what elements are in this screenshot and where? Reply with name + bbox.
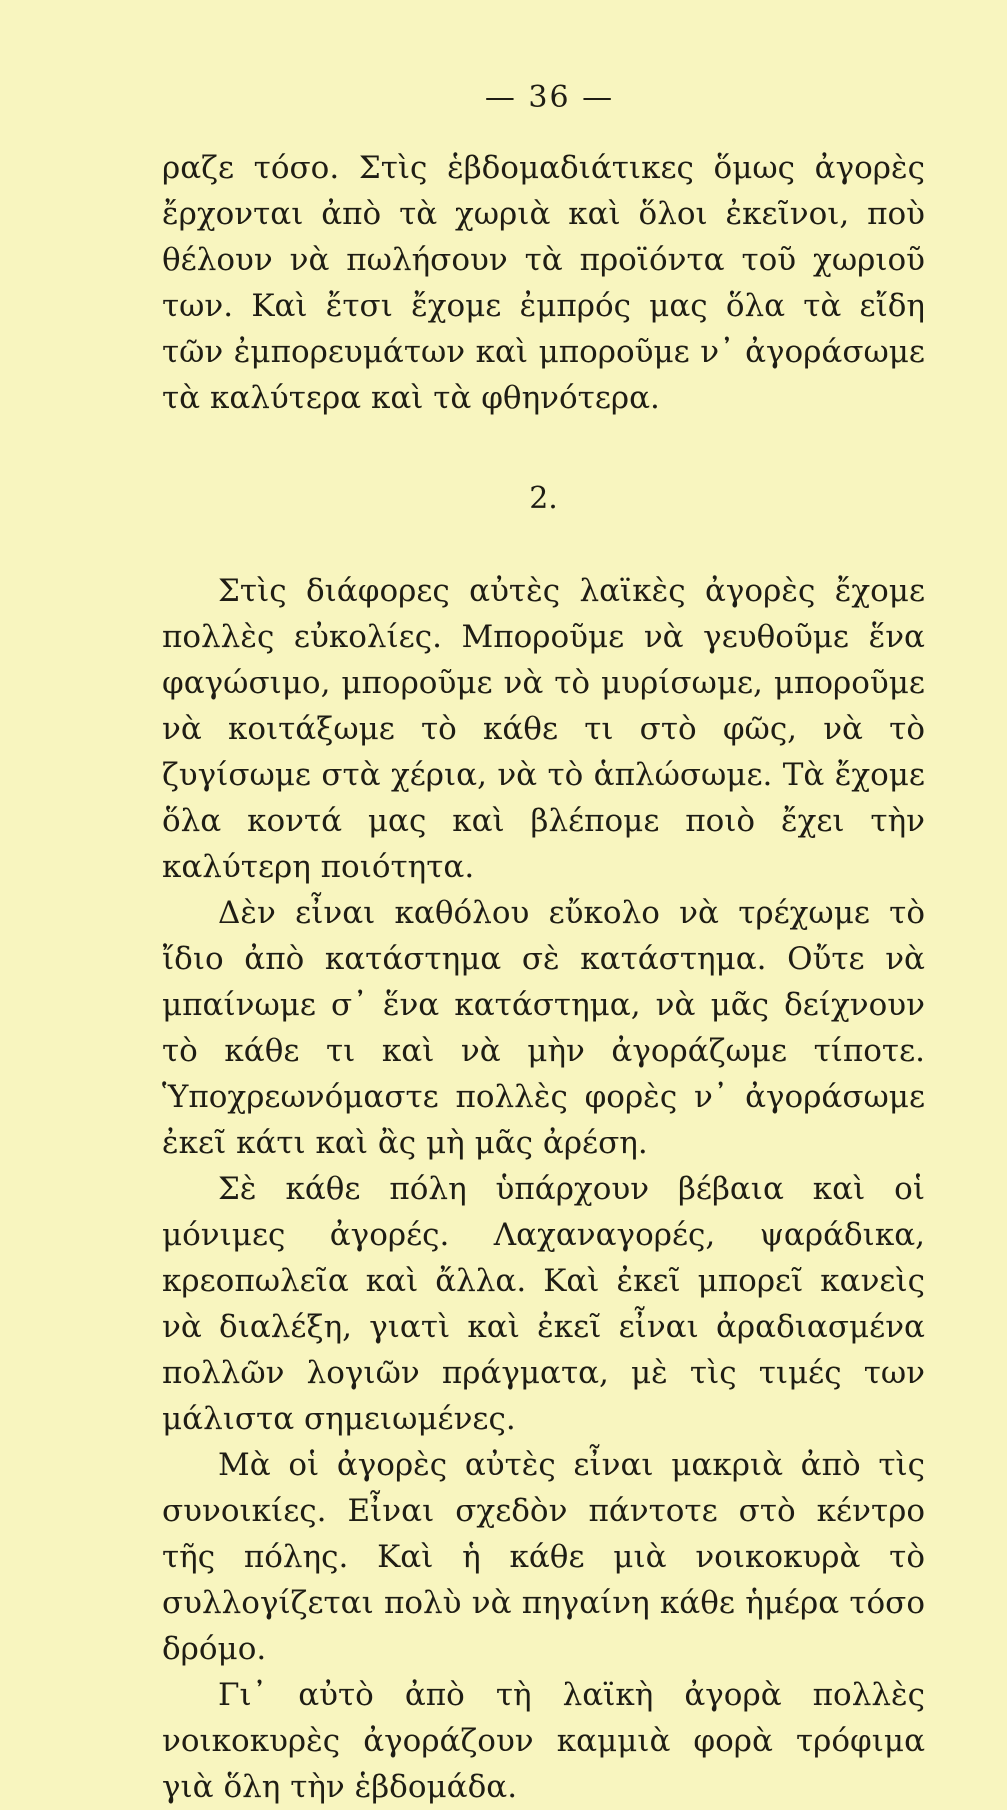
paragraph-weekly-shopping: Γι᾿ αὐτὸ ἀπὸ τὴ λαϊκὴ ἀγορὰ πολλὲς νοικοκυρὲς ἀγοράζουν καμμιὰ φορὰ τρόφιμα γιὰ ὅλη τὴν ἑβδομάδα. [162, 1677, 925, 1805]
paragraph-permanent-markets: Σὲ κάθε πόλη ὑπάρχουν βέβαια καὶ οἱ μόνιμες ἀγορές. Λαχαναγορές, ψαράδικα, κρεοπωλεῖα καὶ ἄλλα. Καὶ ἐκεῖ μπορεῖ κανεὶς νὰ διαλέξη, γιατὶ καὶ ἐκεῖ εἶναι ἀραδιασμένα πολλῶν λογιῶν πράγματα, μὲ τὶς τιμές των μάλιστα σημειωμένες. [162, 1171, 925, 1437]
paragraph-shop-to-shop: Δὲν εἶναι καθόλου εὔκολο νὰ τρέχωμε τὸ ἴδιο ἀπὸ κατάστημα σὲ κατάστημα. Οὔτε νὰ μπαίνωμε σ᾿ ἕνα κατάστημα, νὰ μᾶς δείχνουν τὸ κάθε τι καὶ νὰ μὴν ἀγοράζωμε τίποτε. Ὑποχρεωνόμαστε πολλὲς φορὲς ν᾿ ἀγοράσωμε ἐκεῖ κάτι καὶ ἂς μὴ μᾶς ἀρέση. [162, 895, 925, 1161]
paragraph-continued: ραζε τόσο. Στὶς ἑβδομαδιάτικες ὅμως ἀγορὲς ἔρχονται ἀπὸ τὰ χωριὰ καὶ ὅλοι ἐκεῖνοι, ποὺ θέλουν νὰ πωλήσουν τὰ προϊόντα τοῦ χωριοῦ των. Καὶ ἔτσι ἔχομε ἐμπρός μας ὅλα τὰ εἴδη τῶν ἐμπορευμάτων καὶ μποροῦμε ν᾿ ἀγοράσωμε τὰ καλύτερα καὶ τὰ φθηνότερα. [162, 150, 925, 416]
paragraph-markets-conveniences: Στὶς διάφορες αὐτὲς λαϊκὲς ἀγορὲς ἔχομε πολλὲς εὐκολίες. Μποροῦμε νὰ γευθοῦμε ἕνα φαγώσιμο, μποροῦμε νὰ τὸ μυρίσωμε, μποροῦμε νὰ κοιτάξωμε τὸ κάθε τι στὸ φῶς, νὰ τὸ ζυγίσωμε στὰ χέρια, νὰ τὸ ἁπλώσωμε. Τὰ ἔχομε ὅλα κοντά μας καὶ βλέπομε ποιὸ ἔχει τὴν καλύτερη ποιότητα. [162, 573, 925, 885]
page-number: — 36 — [484, 80, 615, 115]
paragraph-far-from-neighborhoods: Μὰ οἱ ἀγορὲς αὐτὲς εἶναι μακριὰ ἀπὸ τὶς συνοικίες. Εἶναι σχεδὸν πάντοτε στὸ κέντρο τῆς πόλης. Καὶ ἡ κάθε μιὰ νοικοκυρὰ τὸ συλλογίζεται πολὺ νὰ πηγαίνη κάθε ἡμέρα τόσο δρόμο. [162, 1447, 925, 1667]
section-number: 2. [529, 481, 558, 516]
